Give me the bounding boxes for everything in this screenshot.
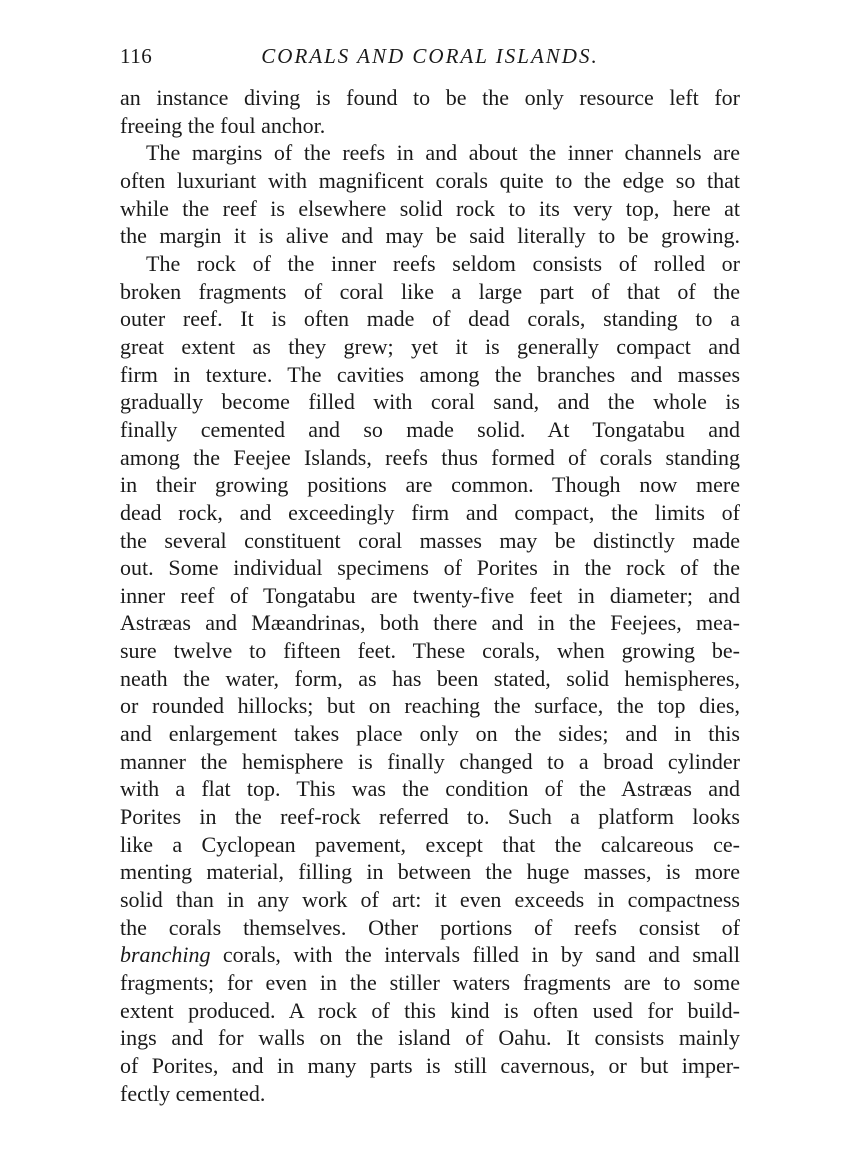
- text-line: sure twelve to fifteen feet. These corals, when growing be-: [120, 638, 740, 664]
- text-line: broken fragments of coral like a large part of that of the: [120, 278, 740, 304]
- text-line: of Porites, and in many parts is still cavernous, or but imper-: [120, 1052, 740, 1078]
- text-line: or rounded hillocks; but on reaching the surface, the top dies,: [120, 693, 740, 719]
- text-line: out. Some individual specimens of Porites in the rock of the: [120, 555, 740, 581]
- text-line: ings and for walls on the island of Oahu. It consists mainly: [120, 1025, 740, 1051]
- text-line: fectly cemented.: [120, 1080, 266, 1106]
- text-line: outer reef. It is often made of dead corals, standing to a: [120, 306, 740, 332]
- running-title: CORALS AND CORAL ISLANDS.: [261, 44, 599, 68]
- text-line: neath the water, form, as has been stated, solid hemispheres,: [120, 665, 740, 691]
- text-line: menting material, filling in between the huge masses, is more: [120, 859, 740, 885]
- text-line: in their growing positions are common. Though now mere: [120, 472, 740, 498]
- paragraph: [120, 84, 740, 139]
- text-line: Porites in the reef-rock referred to. Such a platform looks: [120, 804, 740, 830]
- text-segment: corals, with the intervals filled in by sand and small: [210, 942, 740, 968]
- text-line: gradually become filled with coral sand, and the whole is: [120, 389, 740, 415]
- text-line: among the Feejee Islands, reefs thus formed of corals standing: [120, 444, 740, 470]
- text-line: great extent as they grew; yet it is generally compact and: [120, 333, 740, 359]
- body-text: [120, 84, 740, 1107]
- text-line: freeing the foul anchor.: [120, 112, 326, 138]
- paragraph: [120, 250, 740, 1107]
- page-number: 116: [120, 44, 153, 68]
- text-line: inner reef of Tongatabu are twenty-five feet in diameter; and: [120, 582, 740, 608]
- text-line: while the reef is elsewhere solid rock to its very top, here at: [120, 195, 740, 221]
- text-line: finally cemented and so made solid. At Tongatabu and: [120, 416, 740, 442]
- text-line: manner the hemisphere is finally changed to a broad cylinder: [120, 748, 740, 774]
- italic-word: branching: [120, 942, 211, 968]
- text-line: dead rock, and exceedingly firm and compact, the limits of: [120, 499, 740, 525]
- paragraph: [120, 139, 740, 250]
- text-line: The rock of the inner reefs seldom consists of rolled or: [146, 250, 740, 276]
- text-line: often luxuriant with magnificent corals quite to the edge so that: [120, 167, 740, 193]
- text-line: the several constituent coral masses may be distinctly made: [120, 527, 740, 553]
- text-line: and enlargement takes place only on the sides; and in this: [120, 721, 740, 747]
- text-line: an instance diving is found to be the only resource left for: [120, 85, 740, 110]
- text-line-with-italic: [120, 941, 740, 969]
- text-line: extent produced. A rock of this kind is often used for build-: [120, 997, 740, 1023]
- text-line: with a flat top. This was the condition of the Astræas and: [120, 776, 740, 802]
- text-line: like a Cyclopean pavement, except that the calcareous ce-: [120, 831, 740, 857]
- text-line: The margins of the reefs in and about the inner channels are: [146, 140, 740, 166]
- text-line: fragments; for even in the stiller waters fragments are to some: [120, 970, 740, 995]
- text-line: Astræas and Mæandrinas, both there and in the Feejees, mea-: [120, 610, 740, 636]
- text-line: firm in texture. The cavities among the branches and masses: [120, 361, 740, 387]
- text-line: the margin it is alive and may be said literally to be growing.: [120, 223, 740, 249]
- text-line: solid than in any work of art: it even exceeds in compactness: [120, 887, 740, 913]
- running-head: [120, 44, 740, 74]
- text-line: the corals themselves. Other portions of reefs consist of: [120, 914, 740, 940]
